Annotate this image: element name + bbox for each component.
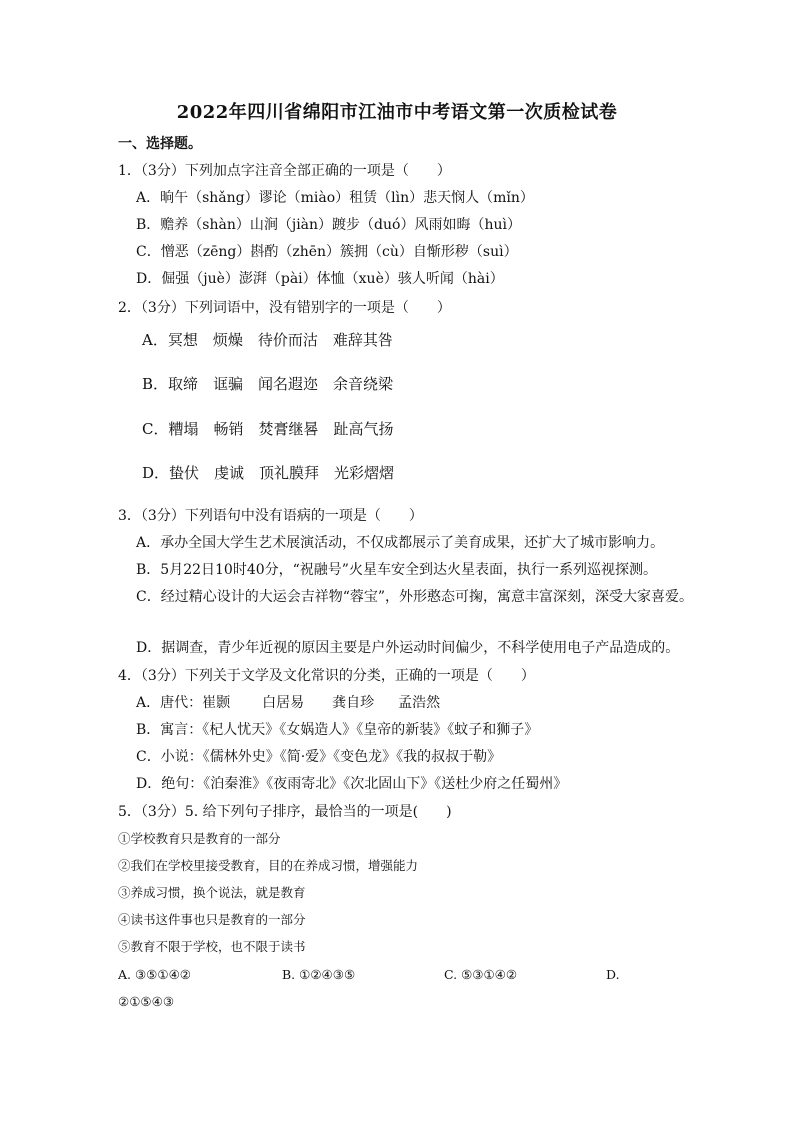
question-3-option-d: D．据调查，青少年近视的原因主要是户外运动时间偏少，不科学使用电子产品造成的。 <box>136 640 680 656</box>
sentence-3: ③养成习惯，换个说法，就是教育 <box>118 885 306 900</box>
section-heading: 一、选择题。 <box>118 136 202 152</box>
question-4-option-a <box>136 693 440 713</box>
question-1-option-a: A．晌午（shǎng）谬论（miào）租赁（lìn）悲天悯人（mǐn） <box>136 190 534 206</box>
question-5-option-d-value: ②①⑤④③ <box>118 994 175 1009</box>
sentence-2: ②我们在学校里接受教育，目的在养成习惯，增强能力 <box>118 858 419 873</box>
option-a-item: 龚自珍 <box>332 695 375 711</box>
question-3-option-a: A．承办全国大学生艺术展演活动，不仅成都展示了美育成果，还扩大了城市影响力。 <box>136 535 665 551</box>
question-5-stem: 5．（3分）5. 给下列句子排序，最恰当的一项是( ) <box>118 804 452 820</box>
page-title: 2022年四川省绵阳市江油市中考语文第一次质检试卷 <box>176 102 618 123</box>
sentence-1: ①学校教育只是教育的一部分 <box>118 831 281 846</box>
question-5-option-c: C. ⑤③①④② <box>444 967 518 982</box>
question-5-option-a: A. ③⑤①④② <box>118 967 192 982</box>
option-a-label: A．唐代： <box>136 695 203 711</box>
question-2-stem: 2．（3分）下列词语中，没有错别字的一项是（ ） <box>118 300 451 316</box>
question-1-option-c: C．憎恶（zēng）斟酌（zhēn）簇拥（cù）自惭形秽（suì） <box>136 244 518 260</box>
question-2-option-c: C．糟塌 畅销 焚膏继晷 趾高气扬 <box>142 420 394 438</box>
question-4-option-b: B．寓言：《杞人忧天》《女娲造人》《皇帝的新装》《蚊子和狮子》 <box>136 722 539 738</box>
question-2-option-d: D．蛰伏 虔诚 顶礼膜拜 光彩熠熠 <box>142 464 395 482</box>
question-5-option-d-label: D. <box>606 967 620 982</box>
question-2-option-b: B．取缔 诓骗 闻名遐迩 余音绕梁 <box>142 375 394 393</box>
question-4-stem: 4．（3分）下列关于文学及文化常识的分类，正确的一项是（ ） <box>118 668 535 684</box>
question-1-option-b: B．赡养（shàn）山涧（jiàn）踱步（duó）风雨如晦（huì） <box>136 217 521 233</box>
option-a-item: 白居易 <box>262 695 305 711</box>
option-a-item: 崔颢 <box>202 695 231 711</box>
option-a-item: 孟浩然 <box>398 695 441 711</box>
question-1-stem: 1．（3分）下列加点字注音全部正确的一项是（ ） <box>118 163 451 179</box>
question-5-option-b: B. ①②④③⑤ <box>282 967 356 982</box>
question-4-option-c: C．小说：《儒林外史》《简·爱》《变色龙》《我的叔叔于勒》 <box>136 749 502 765</box>
question-3-option-b: B．5月22日10时40分，“祝融号”火星车安全到达火星表面，执行一系列巡视探测。 <box>136 562 657 578</box>
question-2-option-a: A．冥想 烦燥 待价而沽 难辞其咎 <box>142 331 393 349</box>
sentence-4: ④读书这件事也只是教育的一部分 <box>118 912 306 927</box>
sentence-5: ⑤教育不限于学校，也不限于读书 <box>118 939 306 954</box>
question-3-option-c: C．经过精心设计的大运会吉祥物“蓉宝”，外形憨态可掬，寓意丰富深刻，深受大家喜爱。 <box>136 589 694 605</box>
question-1-option-d: D．倔强（juè）澎湃（pài）体恤（xuè）骇人听闻（hài） <box>136 271 504 287</box>
question-4-option-d: D．绝句：《泊秦淮》《夜雨寄北》《次北固山下》《送杜少府之任蜀州》 <box>136 776 568 792</box>
question-3-stem: 3．（3分）下列语句中没有语病的一项是（ ） <box>118 508 423 524</box>
